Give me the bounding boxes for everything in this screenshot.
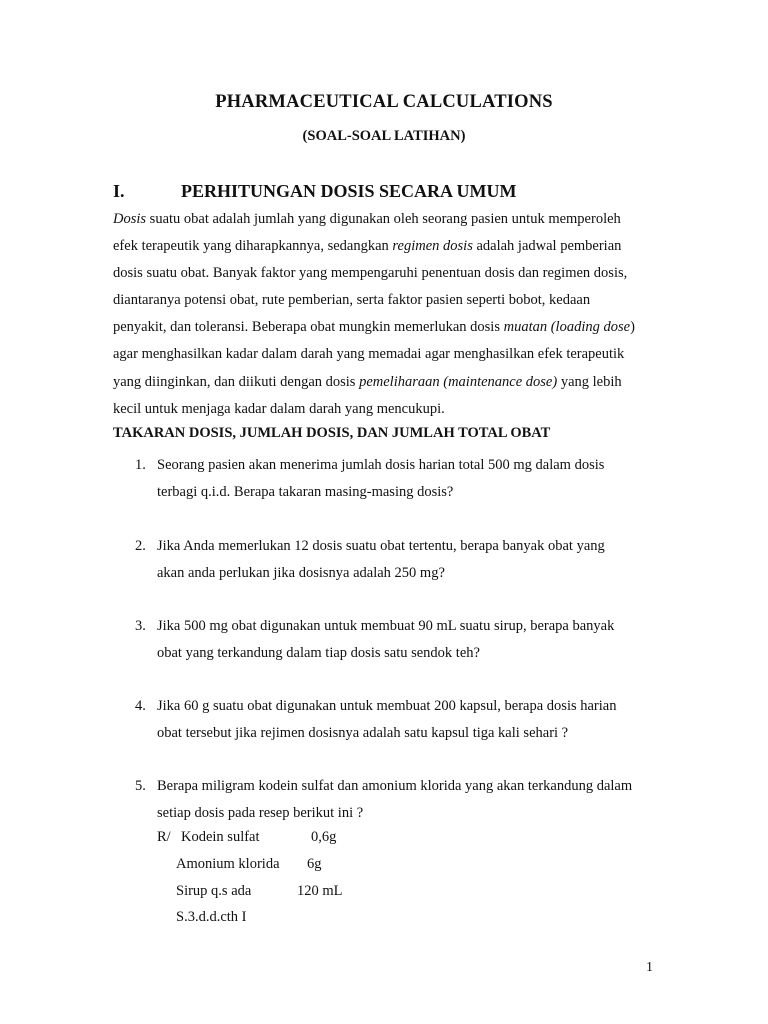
prescription-prefix: R/ [157, 829, 171, 845]
question-number: 1. [135, 457, 146, 473]
intro-line-4: diantaranya potensi obat, rute pemberian, serta faktor pasien seperti bobot, kedaan [113, 292, 591, 309]
intro-line-5: penyakit, dan toleransi. Beberapa obat mungkin memerlukan dosis muatan (loading dose) [113, 319, 635, 336]
prescription-item-name: Amonium klorida [176, 856, 280, 872]
section-title: PERHITUNGAN DOSIS SECARA UMUM [181, 181, 517, 201]
section-number: I. [113, 181, 125, 201]
intro-line-3: dosis suatu obat. Banyak faktor yang mempengaruhi penentuan dosis dan regimen dosis, [113, 265, 628, 282]
question-number: 2. [135, 538, 146, 554]
intro-paragraph [113, 206, 673, 423]
prescription-item-qty: 0,6g [311, 829, 337, 845]
intro-line-7: yang diinginkan, dan diikuti dengan dosis pemeliharaan (maintenance dose) yang lebih [113, 373, 622, 390]
intro-line-8: kecil untuk menjaga kadar dalam darah yang mencukupi. [113, 400, 445, 417]
intro-line-6: agar menghasilkan kadar dalam darah yang memadai agar menghasilkan efek terapeutik [113, 346, 625, 363]
question-number: 3. [135, 618, 146, 634]
question-text: Jika Anda memerlukan 12 dosis suatu obat tertentu, berapa banyak obat yang akan anda perlukan jika dosisnya adalah 250 mg? [157, 538, 605, 581]
prescription-item-qty: 6g [307, 856, 322, 872]
question-text: Seorang pasien akan menerima jumlah dosis harian total 500 mg dalam dosis terbagi q.i.d. Berapa takaran masing-masing dosis? [157, 457, 605, 500]
prescription-item-name: Kodein sulfat [181, 829, 260, 845]
question-number: 5. [135, 778, 146, 794]
prescription-signa: S.3.d.d.cth I [176, 909, 247, 925]
question-text: Jika 60 g suatu obat digunakan untuk membuat 200 kapsul, berapa dosis harian obat tersebut jika rejimen dosisnya adalah satu kapsul tiga kali sehari ? [157, 698, 617, 741]
subheading: TAKARAN DOSIS, JUMLAH DOSIS, DAN JUMLAH TOTAL OBAT [113, 425, 551, 441]
page-number: 1 [646, 960, 653, 975]
question-text: Berapa miligram kodein sulfat dan amonium klorida yang akan terkandung dalam setiap dosis pada resep berikut ini ? [157, 778, 633, 821]
question-number: 4. [135, 698, 146, 714]
document-title: PHARMACEUTICAL CALCULATIONS [215, 92, 553, 112]
document-subtitle: (SOAL-SOAL LATIHAN) [302, 128, 466, 144]
prescription-item-name: Sirup q.s ada [176, 883, 252, 899]
intro-line-1: Dosis suatu obat adalah jumlah yang digunakan oleh seorang pasien untuk memperoleh [113, 211, 621, 227]
intro-line-2: efek terapeutik yang diharapkannya, sedangkan regimen dosis adalah jadwal pemberian [113, 238, 622, 255]
question-text: Jika 500 mg obat digunakan untuk membuat 90 mL suatu sirup, berapa banyak obat yang terkandung dalam tiap dosis satu sendok teh? [157, 618, 615, 661]
prescription-item-qty: 120 mL [297, 883, 343, 899]
